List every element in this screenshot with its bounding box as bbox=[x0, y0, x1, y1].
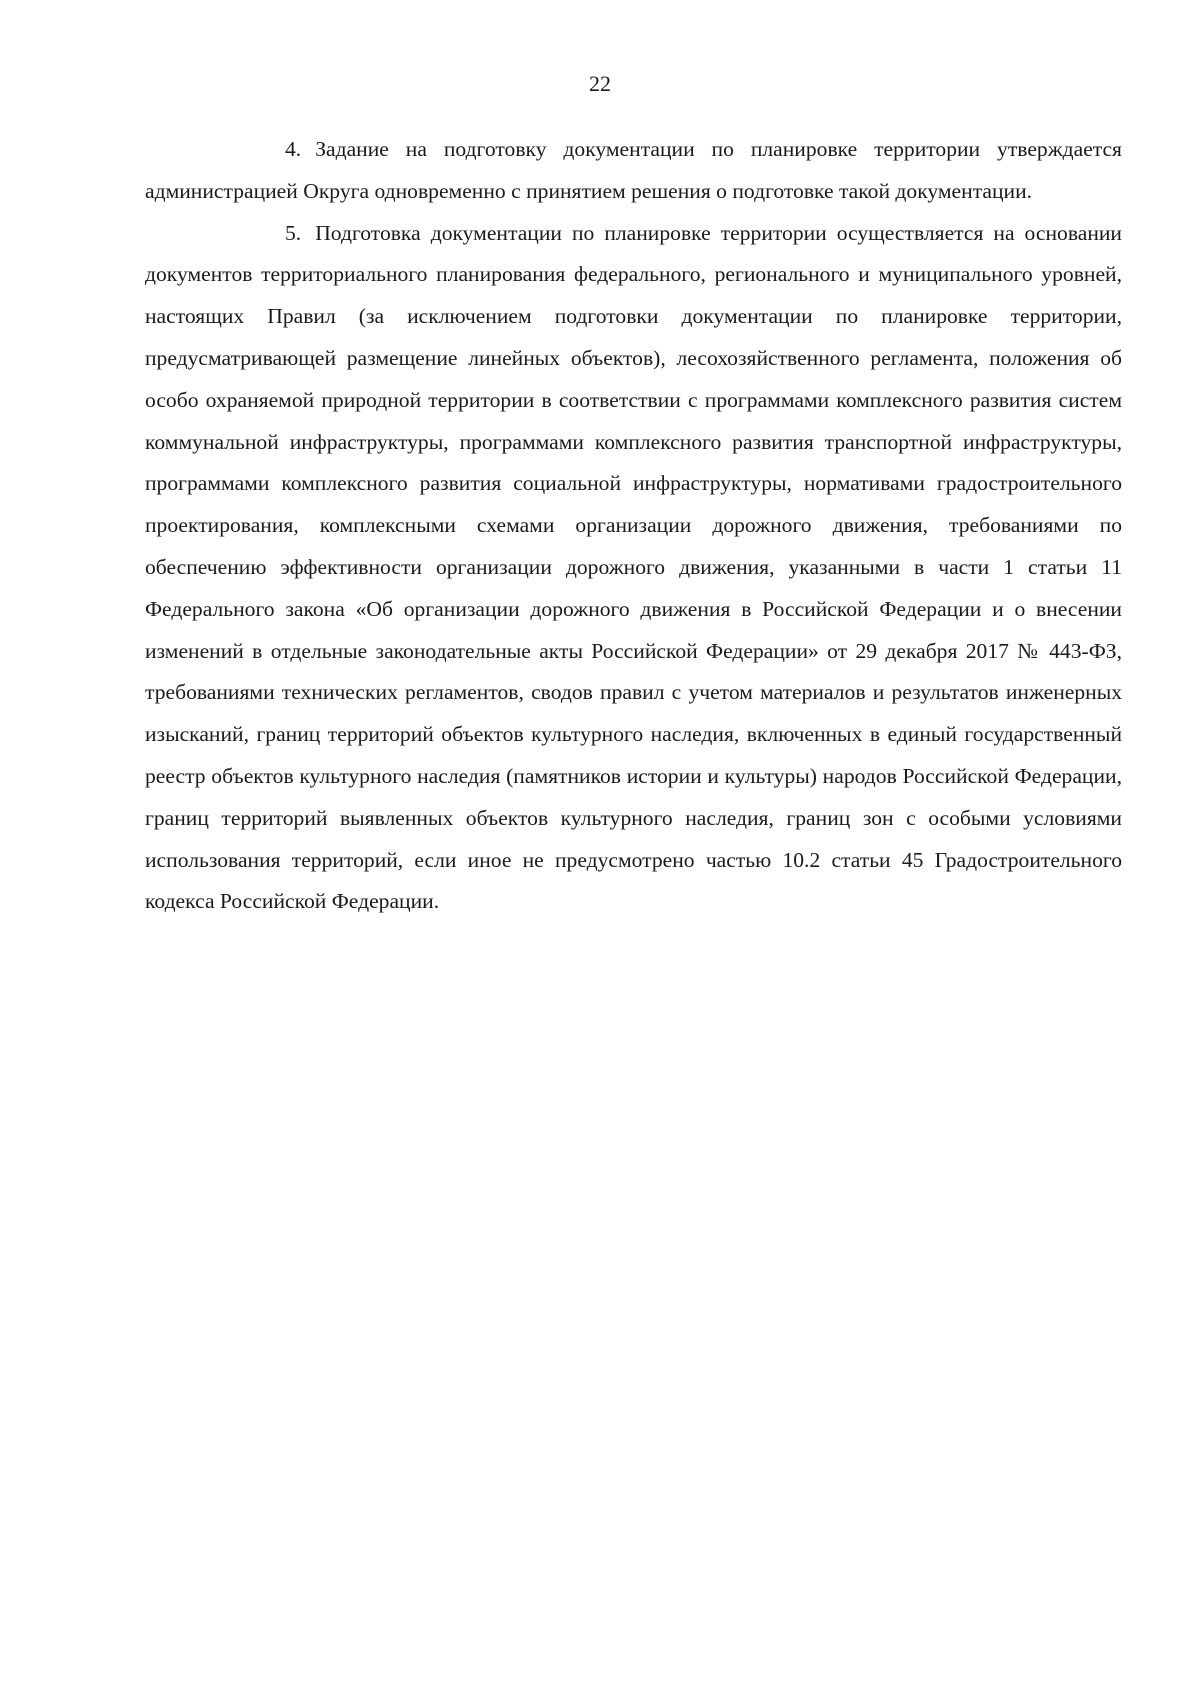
page-number: 22 bbox=[589, 71, 611, 96]
paragraph-number: 5. bbox=[285, 220, 302, 245]
paragraph-4 bbox=[145, 129, 1122, 213]
paragraph-text: Задание на подготовку документации по планировке территории утверждается администрацией Округа одновременно с принятием решения о подготовке такой документации. bbox=[145, 137, 1122, 203]
paragraph-5 bbox=[145, 213, 1122, 924]
paragraph-number: 4. bbox=[285, 137, 302, 161]
paragraph-text: Подготовка документации по планировке территории осуществляется на основании документов территориального планирования федерального, регионального и муниципального уровней, настоящих Правил (за исключением подготовки документации по планировке территории, предусматривающей размещение линейных объектов), лесохозяйственного регламента, положения об особо охраняемой природной территории в соответствии с программами комплексного развития систем коммунальной инфраструктуры, программами комплексного развития транспортной инфраструктуры, программами комплексного развития социальной инфраструктуры, нормативами градостроительного проектирования, комплексными схемами организации дорожного движения, требованиями по обеспечению эффективности организации дорожного движения, указанными в части 1 статьи 11 Федерального закона «Об организации дорожного движения в Российской Федерации и о внесении изменений в отдельные законодательные акты Российской Федерации» от 29 декабря 2017 № 443-ФЗ, требованиями технических регламентов, сводов правил с учетом материалов и результатов инженерных изысканий, границ территорий объектов культурного наследия, включенных в единый государственный реестр объектов культурного наследия (памятников истории и культуры) народов Российской Федерации, границ территорий выявленных объектов культурного наследия, границ зон с особыми условиями использования территорий, если иное не предусмотрено частью 10.2 статьи 45 Градостроительного кодекса Российской Федерации. bbox=[145, 220, 1122, 914]
document-body bbox=[145, 129, 1122, 923]
